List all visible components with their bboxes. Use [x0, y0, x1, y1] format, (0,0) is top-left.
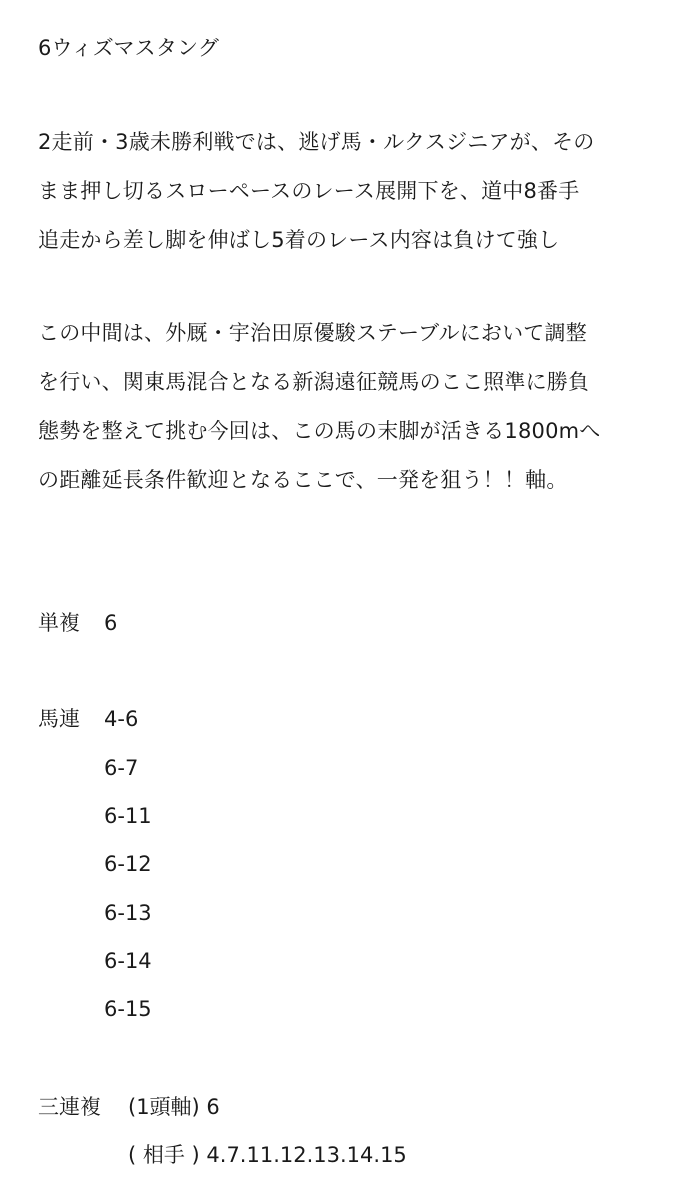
- text-line: 追走から差し脚を伸ばし5着のレース内容は負けて強し: [38, 228, 560, 252]
- text-line: まま押し切るスローペースのレース展開下を、道中8番手: [38, 179, 580, 203]
- umaren-combo: 6-14: [104, 949, 152, 973]
- sanrenpuku-axis: (1頭軸) 6: [128, 1095, 220, 1119]
- text-line: この中間は、外厩・宇治田原優駿ステーブルにおいて調整: [38, 321, 587, 345]
- text-line: を行い、関東馬混合となる新潟遠征競馬のここ照準に勝負: [38, 370, 590, 394]
- umaren-combo: 6-11: [104, 804, 152, 828]
- bet-label-tanfuku: 単複: [38, 611, 80, 635]
- umaren-combo: 6-7: [104, 756, 139, 780]
- umaren-combo: 6-13: [104, 901, 152, 925]
- post-title: 6ウィズマスタング: [38, 36, 220, 60]
- umaren-combo: 6-12: [104, 852, 152, 876]
- umaren-combo: 4-6: [104, 707, 139, 731]
- text-line: の距離延長条件歓迎となるここで、一発を狙う！！軸。: [38, 468, 568, 492]
- sanrenpuku-partners: ( 相手 ) 4.7.11.12.13.14.15: [128, 1143, 407, 1167]
- bet-value-tanfuku: 6: [104, 611, 118, 635]
- text-line: 2走前・3歳未勝利戦では、逃げ馬・ルクスジニアが、その: [38, 130, 595, 154]
- text-line: 態勢を整えて挑む今回は、この馬の末脚が活きる1800mへ: [38, 419, 601, 443]
- bet-label-umaren: 馬連: [38, 707, 80, 731]
- bet-label-sanrenpuku: 三連複: [38, 1095, 101, 1119]
- umaren-combo: 6-15: [104, 997, 152, 1021]
